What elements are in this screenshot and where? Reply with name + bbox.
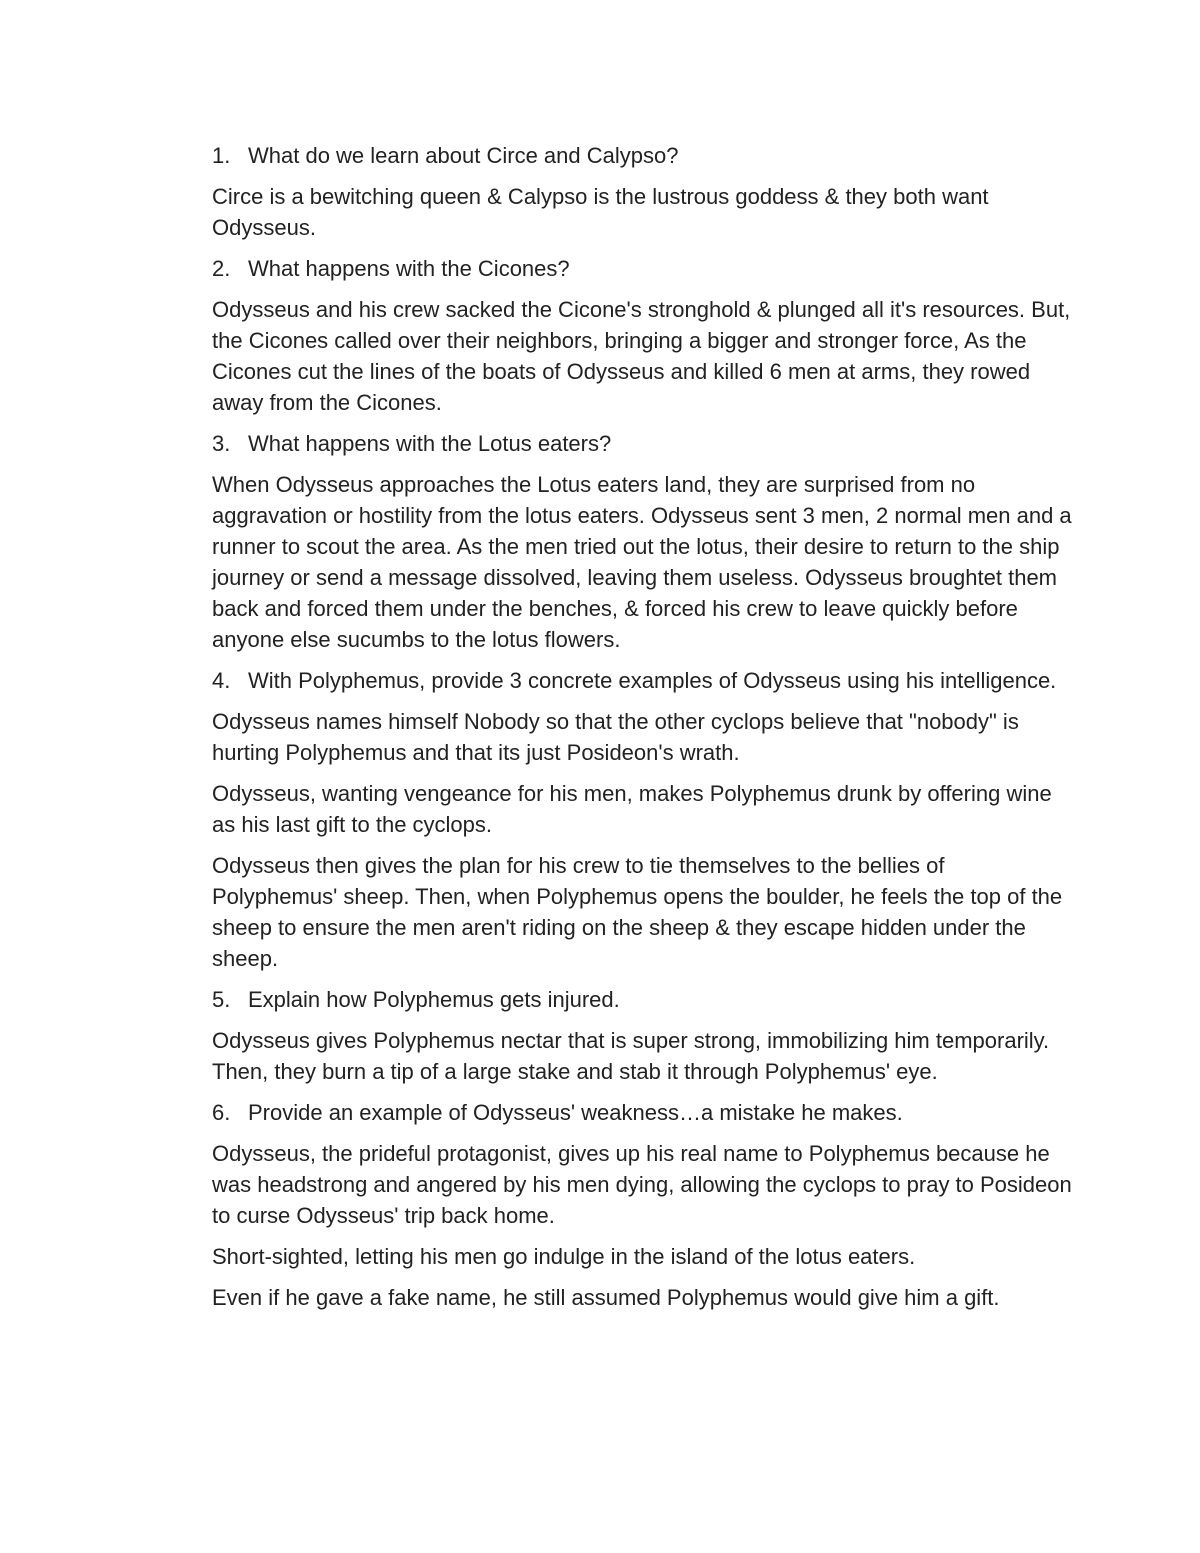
answer-paragraph: Odysseus then gives the plan for his crew to tie themselves to the bellies of Polyphemus' sheep. Then, when Polyphemus opens the boulder, he feels the top of the sheep to ensure the men aren't riding on the sheep & they escape hidden under the sheep. — [212, 853, 1063, 971]
question-text: Explain how Polyphemus gets injured. — [248, 987, 620, 1012]
question-text: What do we learn about Circe and Calypso? — [248, 143, 679, 168]
question-6 — [212, 1097, 1072, 1128]
question-text: Provide an example of Odysseus' weakness…a mistake he makes. — [248, 1100, 903, 1125]
answer-paragraph: Odysseus gives Polyphemus nectar that is super strong, immobilizing him temporarily. Then, they burn a tip of a large stake and stab it through Polyphemus' eye. — [212, 1028, 1050, 1084]
question-number: 5. — [212, 987, 231, 1012]
question-text: What happens with the Lotus eaters? — [248, 431, 612, 456]
answer-paragraph: Odysseus names himself Nobody so that the other cyclops believe that "nobody" is hurting Polyphemus and that its just Posideon's wrath. — [212, 709, 1019, 765]
answer-paragraph: When Odysseus approaches the Lotus eaters land, they are surprised from no aggravation or hostility from the lotus eaters. Odysseus sent 3 men, 2 normal men and a runner to scout the area. As the men tried out the lotus, their desire to return to the ship journey or send a message dissolved, leaving them useless. Odysseus broughtet them back and forced them under the benches, & forced his crew to leave quickly before anyone else sucumbs to the lotus flowers. — [212, 472, 1072, 652]
question-5 — [212, 984, 1072, 1015]
question-number: 6. — [212, 1100, 231, 1125]
question-3 — [212, 428, 1072, 459]
answer-paragraph: Short-sighted, letting his men go indulge in the island of the lotus eaters. — [212, 1244, 916, 1269]
answer-paragraph: Circe is a bewitching queen & Calypso is the lustrous goddess & they both want Odysseus. — [212, 184, 989, 240]
answer-paragraph: Even if he gave a fake name, he still assumed Polyphemus would give him a gift. — [212, 1285, 1000, 1310]
question-text: With Polyphemus, provide 3 concrete examples of Odysseus using his intelligence. — [248, 668, 1057, 693]
answer-paragraph: Odysseus and his crew sacked the Cicone's stronghold & plunged all it's resources. But, the Cicones called over their neighbors, bringing a bigger and stronger force, As the Cicones cut the lines of the boats of Odysseus and killed 6 men at arms, they rowed away from the Cicones. — [212, 297, 1071, 415]
question-number: 1. — [212, 143, 231, 168]
question-2 — [212, 253, 1072, 284]
answer-paragraph: Odysseus, the prideful protagonist, gives up his real name to Polyphemus because he was headstrong and angered by his men dying, allowing the cyclops to pray to Posideon to curse Odysseus' trip back home. — [212, 1141, 1072, 1228]
document-page — [212, 140, 1072, 1323]
question-number: 3. — [212, 431, 231, 456]
question-number: 2. — [212, 256, 231, 281]
question-number: 4. — [212, 668, 231, 693]
question-text: What happens with the Cicones? — [248, 256, 570, 281]
question-4 — [212, 665, 1072, 696]
question-1 — [212, 140, 1072, 171]
answer-paragraph: Odysseus, wanting vengeance for his men, makes Polyphemus drunk by offering wine as his last gift to the cyclops. — [212, 781, 1052, 837]
